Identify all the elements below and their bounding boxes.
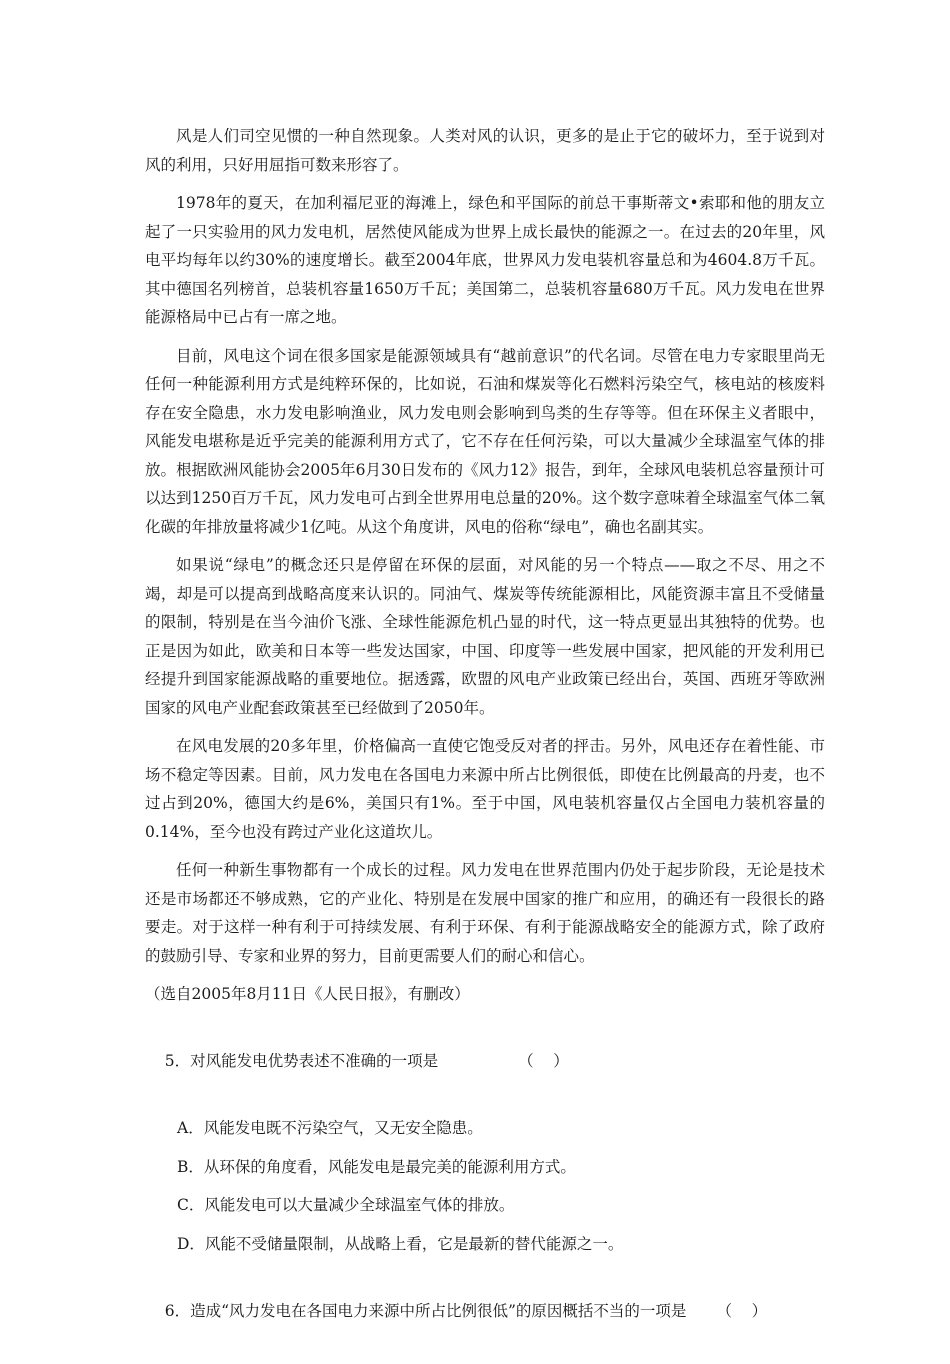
- question-5-option-a: A．风能发电既不污染空气，又无安全隐患。: [177, 1119, 483, 1137]
- article-paragraph-3: 目前，风电这个词在很多国家是能源领域具有“越前意识”的代名词。尽管在电力专家眼里尚无任何一种能源利用方式是纯粹环保的，比如说，石油和煤炭等化石燃料污染空气，核电站的核废料存在安全隐患，水力发电影响渔业，风力发电则会影响到鸟类的生存等等。但在环保主义者眼中，风能发电堪称是近乎完美的能源利用方式了，它不存在任何污染，可以大量减少全球温室气体的排放。根据欧洲风能协会2005年6月30日发布的《风力12》报告，到年，全球风电装机总容量预计可以达到1250百万千瓦，风力发电可占到全世界用电总量的20%。这个数字意味着全球温室气体二氧化碳的年排放量将减少1亿吨。从这个角度讲，风电的俗称“绿电”，确也名副其实。: [145, 346, 825, 536]
- article-paragraph-2: 1978年的夏天，在加利福尼亚的海滩上，绿色和平国际的前总干事斯蒂文•索耶和他的朋友立起了一只实验用的风力发电机，居然使风能成为世界上成长最快的能源之一。在过去的20年里，风电平均每年以约30%的速度增长。截至2004年底，世界风力发电装机容量总和为4604.8万千瓦。其中德国名列榜首，总装机容量1650万千瓦；美国第二，总装机容量680万千瓦。风力发电在世界能源格局中已占有一席之地。: [145, 194, 825, 326]
- question-5-option-b: B．从环保的角度看，风能发电是最完美的能源利用方式。: [177, 1157, 576, 1176]
- question-5-stem: 5．对风能发电优势表述不准确的一项是: [164, 1052, 439, 1070]
- article-paragraph-1: 风是人们司空见惯的一种自然现象。人类对风的认识，更多的是止于它的破坏力，至于说到对风的利用，只好用屈指可数来形容了。: [145, 127, 825, 174]
- article-source-citation: （选自2005年8月11日《人民日报》，有删改）: [145, 985, 470, 1003]
- question-6-stem: 6．造成“风力发电在各国电力来源中所占比例很低”的原因概括不当的一项是: [164, 1301, 687, 1320]
- article-paragraph-6: 任何一种新生事物都有一个成长的过程。风力发电在世界范围内仍处于起步阶段，无论是技术还是市场都还不够成熟，它的产业化、特别是在发展中国家的推广和应用，的确还有一段很长的路要走。对于这样一种有利于可持续发展、有利于环保、有利于能源战略安全的能源方式，除了政府的鼓励引导、专家和业界的努力，目前更需要人们的耐心和信心。: [145, 861, 825, 965]
- question-5-option-d: D．风能不受储量限制，从战略上看，它是最新的替代能源之一。: [177, 1234, 624, 1253]
- question-6-answer-blank: （ ）: [716, 1301, 768, 1320]
- question-5-option-c: C．风能发电可以大量减少全球温室气体的排放。: [177, 1196, 515, 1214]
- question-6: [145, 1268, 825, 1354]
- article-paragraph-5: 在风电发展的20多年里，价格偏高一直使它饱受反对者的抨击。另外，风电还存在着性能、市场不稳定等因素。目前，风力发电在各国电力来源中所占比例很低，即使在比例最高的丹麦，也不过占到20%，德国大约是6%，美国只有1%。至于中国，风电装机容量仅占全国电力装机容量的0.14%，至今也没有跨过产业化这道坎儿。: [145, 737, 825, 841]
- question-5: [145, 1019, 825, 1105]
- article-paragraph-4: 如果说“绿电”的概念还只是停留在环保的层面，对风能的另一个特点——取之不尽、用之不竭，却是可以提高到战略高度来认识的。同油气、煤炭等传统能源相比，风能资源丰富且不受储量的限制，特别是在当今油价飞涨、全球性能源危机凸显的时代，这一特点更显出其独特的优势。也正是因为如此，欧美和日本等一些发达国家，中国、印度等一些发展中国家，把风能的开发利用已经提升到国家能源战略的重要地位。据透露，欧盟的风电产业政策已经出台，英国、西班牙等欧洲国家的风电产业配套政策甚至已经做到了2050年。: [145, 556, 825, 717]
- question-5-answer-blank: （ ）: [518, 1052, 569, 1070]
- document-page: [145, 122, 825, 1364]
